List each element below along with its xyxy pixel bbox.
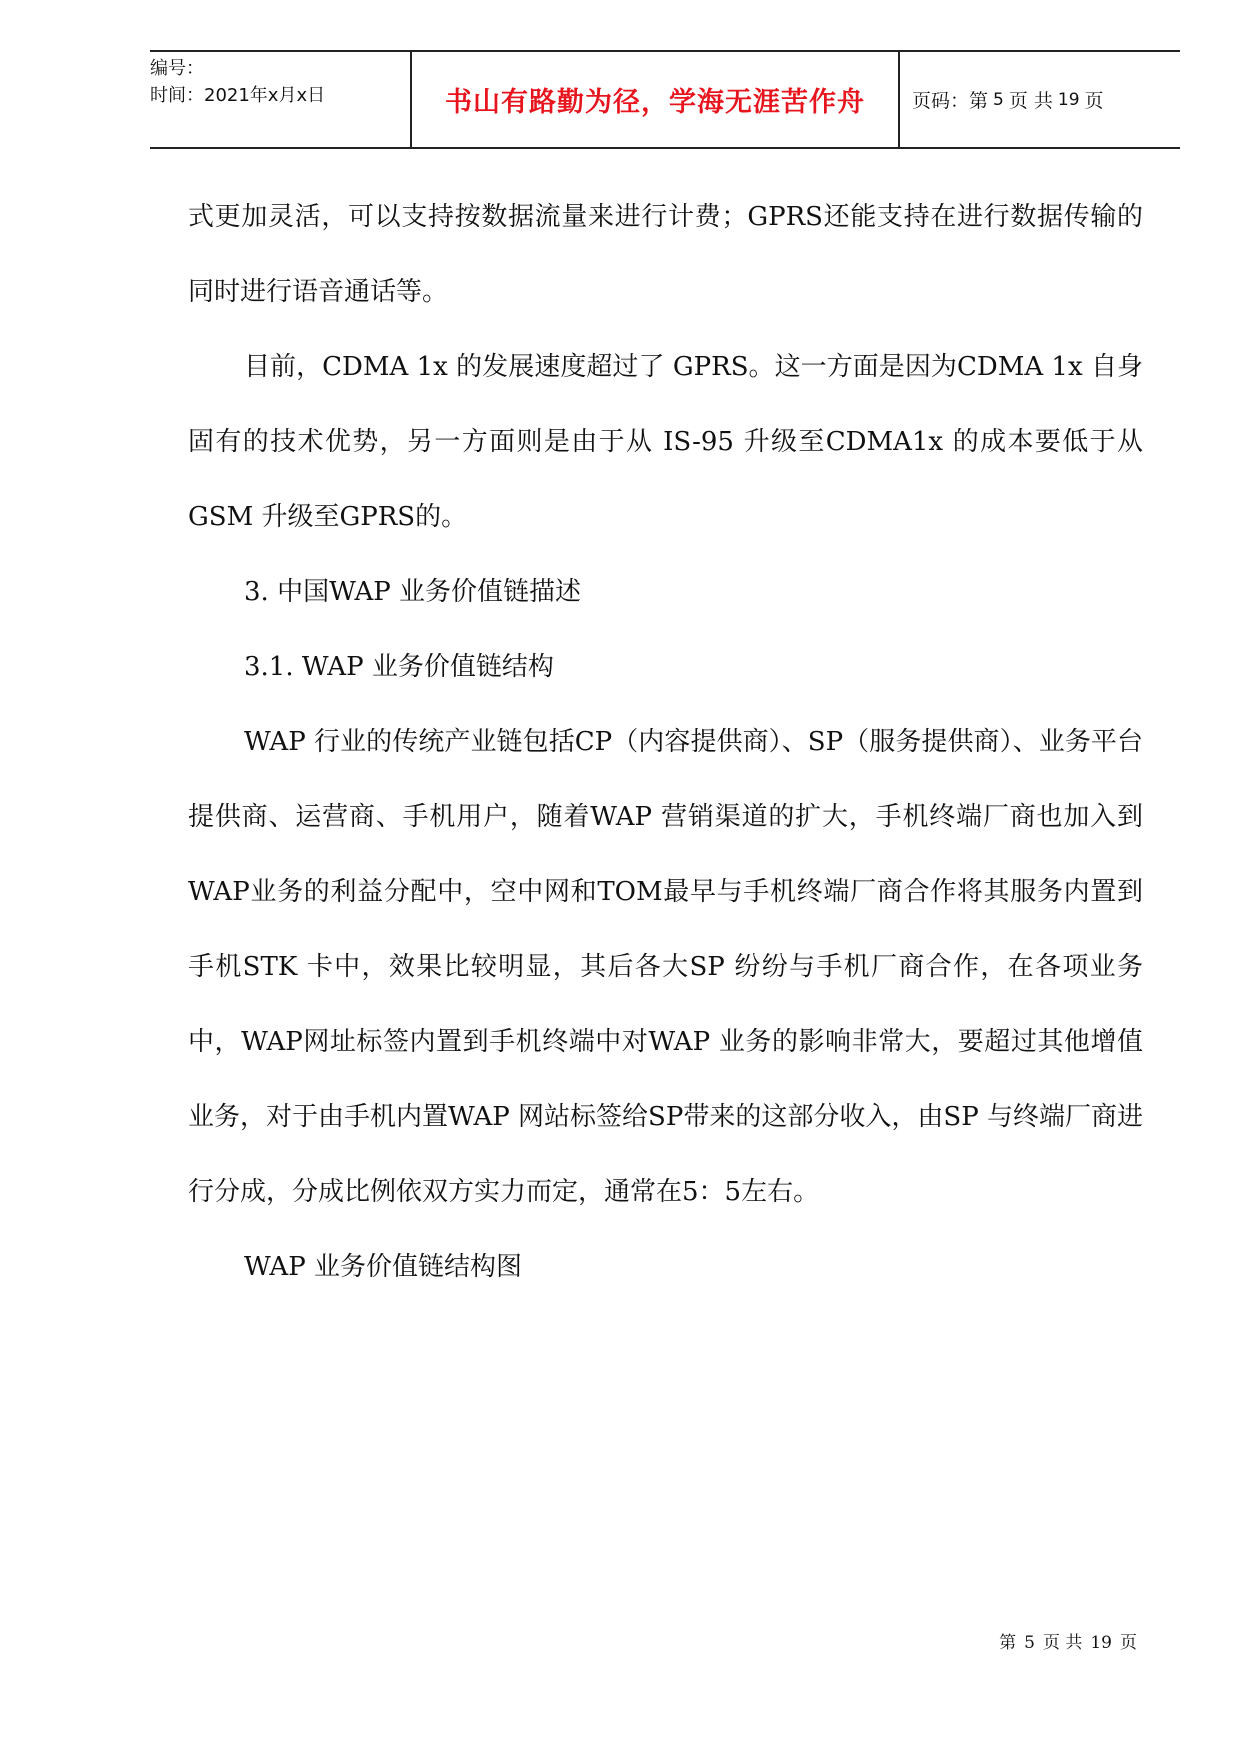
section-heading: 3. 中国WAP 业务价值链描述 bbox=[244, 577, 582, 607]
time-label: 时间： bbox=[150, 85, 204, 106]
page-number: 5 bbox=[993, 89, 1004, 110]
paragraph-continuation: 式更加灵活，可以支持按数据流量来进行计费；GPRS还能支持在进行数据传输的同时进行语音通话等。 bbox=[188, 202, 1143, 307]
footer-end: 页 bbox=[1120, 1633, 1137, 1653]
footer-pre: 第 bbox=[999, 1633, 1017, 1653]
header-motto: 书山有路勤为径，学海无涯苦作舟 bbox=[410, 52, 900, 147]
page-footer bbox=[995, 1628, 1141, 1653]
footer-page-total: 19 bbox=[1090, 1633, 1112, 1653]
page-mid: 页 共 bbox=[1008, 90, 1053, 112]
page-label: 页码：第 bbox=[912, 90, 989, 112]
figure-caption: WAP 业务价值链结构图 bbox=[244, 1252, 522, 1282]
code-label: 编号： bbox=[150, 58, 204, 79]
header-meta bbox=[150, 52, 410, 147]
document-body bbox=[188, 180, 1143, 1305]
paragraph-wap-chain: WAP 行业的传统产业链包括CP（内容提供商）、SP（服务提供商）、业务平台提供商、运营商、手机用户，随着WAP 营销渠道的扩大，手机终端厂商也加入到WAP业务的利益分配中，空中网和TOM最早与手机终端厂商合作将其服务内置到手机STK 卡中，效果比较明显，其后各大SP 纷纷与手机厂商合作，在各项业务中，WAP网址标签内置到手机终端中对WAP 业务的影响非常大，要超过其他增值业务，对于由手机内置WAP 网站标签给SP带来的这部分收入，由SP 与终端厂商进行分成，分成比例依双方实力而定，通常在5：5左右。 bbox=[188, 727, 1143, 1207]
page-header bbox=[150, 50, 1180, 149]
time-value: 2021年x月x日 bbox=[204, 85, 326, 106]
time-line bbox=[150, 82, 410, 109]
page-end: 页 bbox=[1084, 90, 1104, 112]
footer-page-number: 5 bbox=[1024, 1633, 1035, 1653]
page-total: 19 bbox=[1057, 89, 1080, 110]
header-page-info bbox=[900, 52, 1180, 147]
subsection-heading: 3.1. WAP 业务价值链结构 bbox=[244, 652, 554, 682]
paragraph-cdma: 目前，CDMA 1x 的发展速度超过了 GPRS。这一方面是因为CDMA 1x 自身固有的技术优势，另一方面则是由于从 IS-95 升级至CDMA1x 的成本要低于从GSM 升级至GPRS的。 bbox=[188, 352, 1143, 532]
footer-mid: 页 共 bbox=[1042, 1633, 1083, 1653]
